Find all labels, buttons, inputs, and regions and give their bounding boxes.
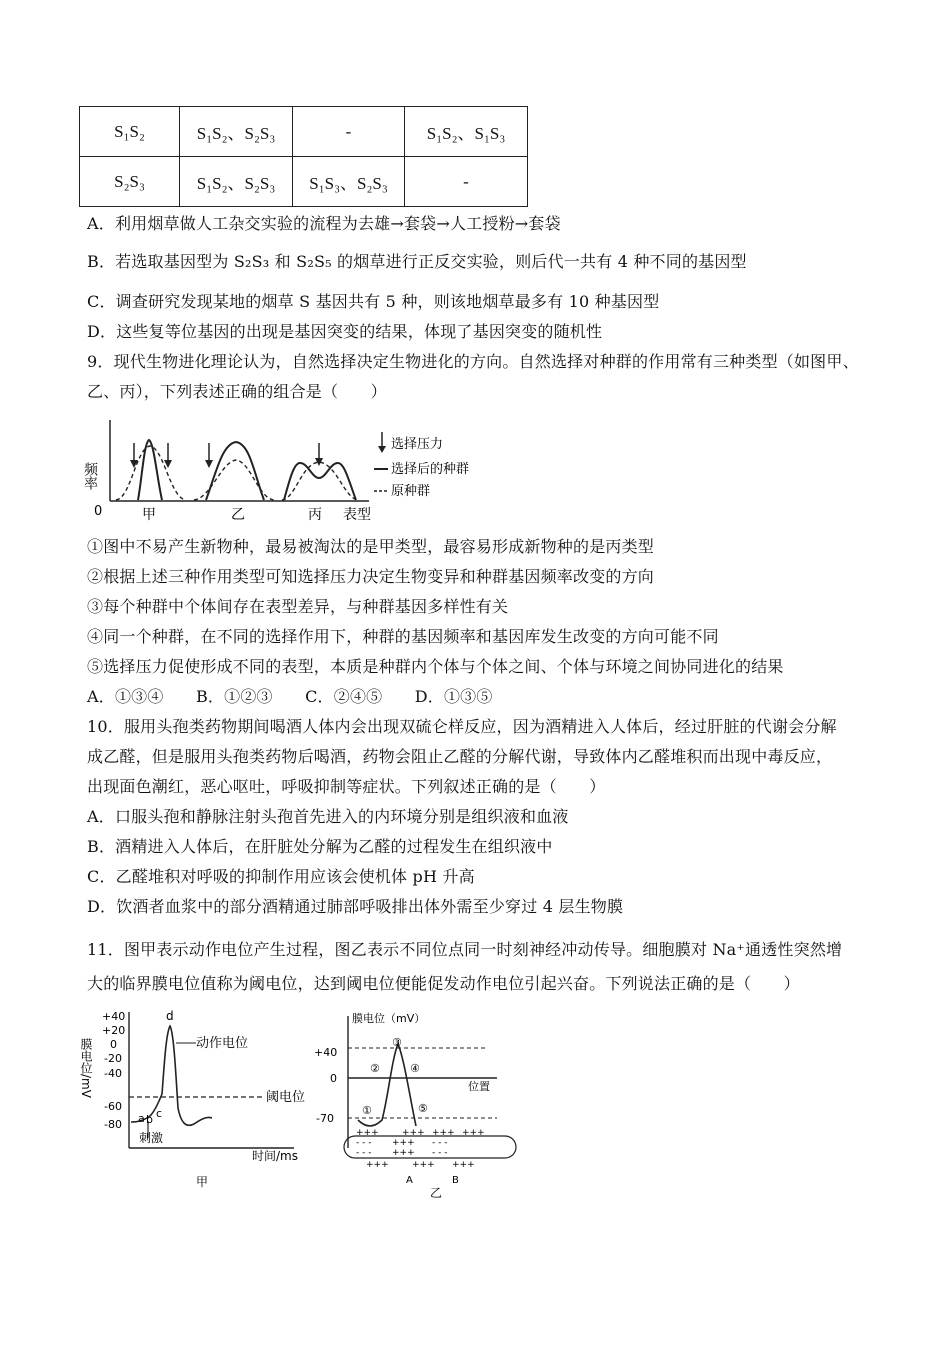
charge-label: - - - bbox=[432, 1138, 448, 1148]
q11-stem-line2: 大的临界膜电位值称为阈电位，达到阈电位便能促发动作电位引起兴奋。下列说法正确的是（ ） bbox=[87, 974, 800, 993]
point-label: ② bbox=[370, 1062, 380, 1075]
point-a-label: a bbox=[138, 1112, 145, 1125]
point-A-label: A bbox=[406, 1175, 413, 1186]
charge-label: +++ bbox=[392, 1148, 415, 1158]
cond-ylabel: 膜电位（mV） bbox=[352, 1012, 426, 1025]
table-cell: - bbox=[293, 107, 405, 157]
x-axis-label: 表型 bbox=[343, 507, 371, 523]
table-row bbox=[80, 157, 528, 207]
charge-label: - - - bbox=[432, 1148, 448, 1158]
point-c-label: c bbox=[156, 1107, 163, 1120]
q9-statement-3: ③每个种群中个体间存在表型差异，与种群基因多样性有关 bbox=[87, 597, 509, 616]
tick-label: +40 bbox=[314, 1046, 338, 1059]
legend-pressure: 选择压力 bbox=[391, 437, 444, 452]
yi-selected-curve bbox=[206, 442, 264, 500]
q10-option-a: A．口服头孢和静脉注射头孢首先进入的内环境分别是组织液和血液 bbox=[87, 807, 569, 826]
tick-label: -80 bbox=[104, 1118, 122, 1131]
tick-label: -20 bbox=[104, 1052, 122, 1065]
charge-label: +++ bbox=[432, 1128, 455, 1138]
charge-label: - - - bbox=[356, 1148, 372, 1158]
point-label: ③ bbox=[392, 1036, 402, 1049]
q8-option-c: C．调查研究发现某地的烟草 S 基因共有 5 种，则该地烟草最多有 10 种基因型 bbox=[87, 292, 660, 311]
q10-stem-line2: 成乙醛，但是服用头孢类药物后喝酒，药物会阻止乙醛的分解代谢，导致体内乙醛堆积而出现中毒反应， bbox=[87, 747, 833, 766]
charge-label: +++ bbox=[356, 1128, 379, 1138]
q9-statement-1: ①图中不易产生新物种，最易被淘汰的是甲类型，最容易形成新物种的是丙类型 bbox=[87, 537, 655, 556]
charge-label: +++ bbox=[366, 1160, 389, 1170]
table-cell: S₁S₃、S₂S₃ bbox=[293, 157, 405, 207]
figure-caption-yi: 乙 bbox=[430, 1186, 443, 1200]
q11-stem-line1: 11．图甲表示动作电位产生过程，图乙表示不同位点同一时刻神经冲动传导。细胞膜对 Na⁺通透性突然增 bbox=[87, 940, 843, 959]
q9-options: A．①③④ B．①②③ C．②④⑤ D．①③⑤ bbox=[87, 687, 493, 706]
charge-label: - - - bbox=[356, 1138, 372, 1148]
action-potential-figure bbox=[79, 1008, 314, 1193]
tick-label: -60 bbox=[104, 1100, 122, 1113]
bing-selected-curve bbox=[284, 463, 356, 500]
jia-selected-curve bbox=[138, 440, 162, 500]
q8-option-a: A．利用烟草做人工杂交实验的流程为去雄→套袋→人工授粉→套袋 bbox=[87, 214, 561, 233]
label-jia: 甲 bbox=[142, 507, 156, 523]
selection-figure bbox=[82, 418, 506, 524]
tick-label: 0 bbox=[110, 1038, 117, 1051]
q10-option-c: C．乙醛堆积对呼吸的抑制作用应该会使机体 pH 升高 bbox=[87, 867, 475, 886]
label-bing: 丙 bbox=[308, 507, 322, 523]
q8-option-b: B．若选取基因型为 S₂S₃ 和 S₂S₅ 的烟草进行正反交实验，则后代一共有 4 种不同的基因型 bbox=[87, 252, 747, 271]
charge-label: +++ bbox=[402, 1128, 425, 1138]
legend-original: 原种群 bbox=[391, 484, 431, 499]
tick-label: -40 bbox=[104, 1067, 122, 1080]
q8-option-d: D．这些复等位基因的出现是基因突变的结果，体现了基因突变的随机性 bbox=[87, 322, 603, 341]
q9-statement-4: ④同一个种群，在不同的选择作用下，种群的基因频率和基因库发生改变的方向可能不同 bbox=[87, 627, 719, 646]
q9-stem-line2: 乙、丙），下列表述正确的组合是（ ） bbox=[87, 382, 387, 401]
charge-label: +++ bbox=[392, 1138, 415, 1148]
conduction-figure bbox=[312, 1008, 522, 1198]
charge-label: +++ bbox=[412, 1160, 435, 1170]
tick-label: +40 bbox=[102, 1010, 126, 1023]
q9-statement-5: ⑤选择压力促使形成不同的表型，本质是种群内个体与个体之间、个体与环境之间协同进化的结果 bbox=[87, 657, 784, 676]
table-cell: S₁S₂ bbox=[80, 107, 180, 157]
charge-label: +++ bbox=[452, 1160, 475, 1170]
table-cell: S₁S₂、S₁S₃ bbox=[405, 107, 528, 157]
peak-label: d bbox=[166, 1009, 174, 1023]
point-label: ④ bbox=[410, 1062, 420, 1075]
ap-ylabel: 膜电位/mV bbox=[79, 1038, 93, 1098]
point-label: ① bbox=[362, 1104, 372, 1117]
table-cell: S₁S₂、S₂S₃ bbox=[180, 157, 293, 207]
ap-xlabel: 时间/ms bbox=[252, 1149, 298, 1163]
point-B-label: B bbox=[452, 1175, 459, 1186]
bing-original-curve bbox=[282, 462, 358, 500]
jia-original-curve bbox=[116, 446, 186, 500]
stimulus-label: 刺激 bbox=[139, 1131, 164, 1145]
q9-statement-2: ②根据上述三种作用类型可知选择压力决定生物变异和种群基因频率改变的方向 bbox=[87, 567, 655, 586]
selection-ylabel: 频率 bbox=[82, 462, 98, 490]
q10-stem-line1: 10．服用头孢类药物期间喝酒人体内会出现双硫仑样反应，因为酒精进入人体后，经过肝脏的代谢会分解 bbox=[87, 717, 837, 736]
q10-option-b: B．酒精进入人体后，在肝脏处分解为乙醛的过程发生在组织液中 bbox=[87, 837, 553, 856]
origin-label: 0 bbox=[94, 504, 103, 519]
q9-stem-line1: 9．现代生物进化理论认为，自然选择决定生物进化的方向。自然选择对种群的作用常有三种类型（如图甲、 bbox=[87, 352, 859, 371]
arrow-head bbox=[205, 460, 213, 468]
table-cell: - bbox=[405, 157, 528, 207]
point-label: ⑤ bbox=[418, 1102, 428, 1115]
threshold-label: 阈电位 bbox=[266, 1090, 306, 1105]
arrow-head bbox=[378, 446, 386, 453]
q10-stem-line3: 出现面色潮红，恶心呕吐，呼吸抑制等症状。下列叙述正确的是（ ） bbox=[87, 777, 606, 796]
genotype-table bbox=[79, 106, 528, 207]
q10-option-d: D．饮酒者血浆中的部分酒精通过肺部呼吸排出体外需至少穿过 4 层生物膜 bbox=[87, 897, 624, 916]
point-b-label: b bbox=[146, 1113, 153, 1126]
tick-label: 0 bbox=[330, 1072, 337, 1085]
table-row bbox=[80, 107, 528, 157]
label-yi: 乙 bbox=[231, 507, 245, 523]
figure-caption-jia: 甲 bbox=[196, 1175, 209, 1189]
tick-label: +20 bbox=[102, 1024, 126, 1037]
legend-selected: 选择后的种群 bbox=[391, 462, 470, 477]
tick-label: -70 bbox=[316, 1112, 334, 1125]
table-cell: S₂S₃ bbox=[80, 157, 180, 207]
charge-label: +++ bbox=[462, 1128, 485, 1138]
ap-label: 动作电位 bbox=[196, 1036, 249, 1051]
cond-xlabel: 位置 bbox=[468, 1080, 490, 1093]
table-cell: S₁S₂、S₂S₃ bbox=[180, 107, 293, 157]
